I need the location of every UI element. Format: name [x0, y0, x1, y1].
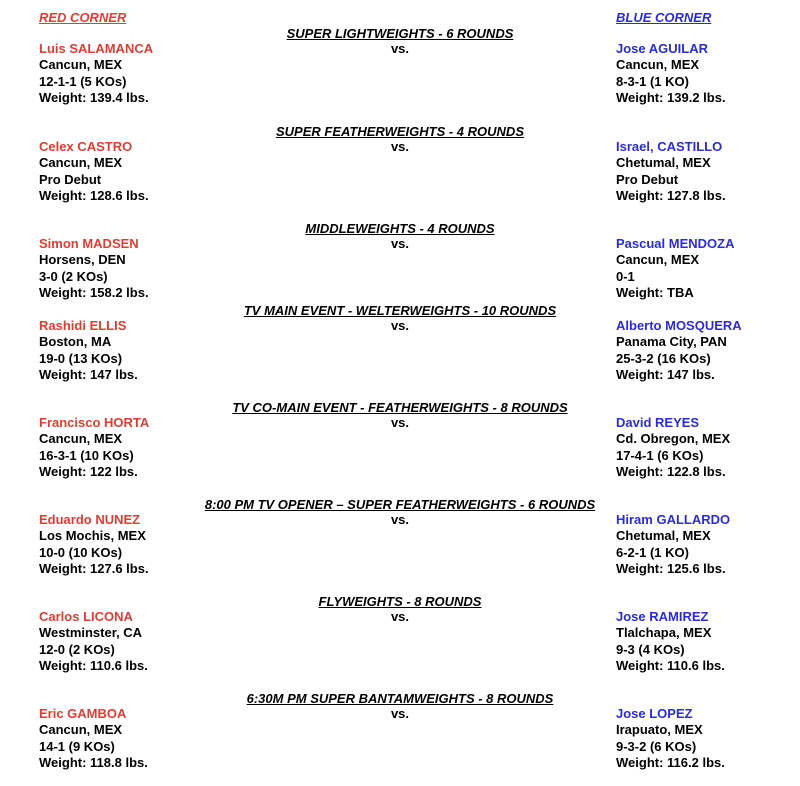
red-fighter	[39, 139, 219, 204]
fighter-hometown: Los Mochis, MEX	[39, 528, 146, 544]
red-fighter	[39, 706, 219, 771]
fighter-hometown: Cd. Obregon, MEX	[616, 431, 731, 447]
fighter-name: Jose LOPEZ	[616, 706, 693, 721]
bout-title: SUPER LIGHTWEIGHTS - 6 ROUNDS	[286, 26, 514, 41]
red-corner-heading: RED CORNER	[39, 10, 127, 25]
fighter-weight: Weight: 139.2 lbs.	[616, 89, 726, 105]
bout-title: TV MAIN EVENT - WELTERWEIGHTS - 10 ROUNDS	[243, 303, 557, 318]
fighter-name: Israel, CASTILLO	[616, 139, 723, 154]
bout-title: 8:00 PM TV OPENER – SUPER FEATHERWEIGHTS - 6 ROUNDS	[204, 497, 596, 512]
bout-title: 6:30M PM SUPER BANTAMWEIGHTS - 8 ROUNDS	[246, 691, 554, 706]
fighter-record: 14-1 (9 KOs)	[39, 738, 115, 754]
fighter-name: Alberto MOSQUERA	[616, 318, 742, 333]
blue-fighter	[616, 139, 796, 204]
blue-fighter	[616, 609, 796, 674]
fighter-hometown: Cancun, MEX	[39, 155, 123, 171]
fighter-weight: Weight: 110.6 lbs.	[616, 657, 725, 673]
bout-card	[0, 497, 800, 577]
fighter-weight: Weight: 128.6 lbs.	[39, 187, 149, 203]
bout-title: FLYWEIGHTS - 8 ROUNDS	[318, 594, 482, 609]
blue-fighter	[616, 512, 796, 577]
blue-corner-heading: BLUE CORNER	[616, 10, 712, 25]
blue-fighter	[616, 236, 796, 301]
fighter-hometown: Horsens, DEN	[39, 252, 126, 268]
fighter-name: Jose AGUILAR	[616, 41, 708, 56]
fighter-record: 3-0 (2 KOs)	[39, 268, 108, 284]
blue-fighter	[616, 41, 796, 106]
fighter-name: Eric GAMBOA	[39, 706, 127, 721]
bout-card	[0, 400, 800, 480]
vs-label: vs.	[390, 706, 410, 721]
red-fighter	[39, 236, 219, 301]
red-fighter	[39, 609, 219, 674]
bout-title: TV CO-MAIN EVENT - FEATHERWEIGHTS - 8 ROUNDS	[232, 400, 568, 415]
bout-card	[0, 26, 800, 106]
fighter-record: 17-4-1 (6 KOs)	[616, 447, 704, 463]
vs-label: vs.	[390, 512, 410, 527]
blue-fighter	[616, 318, 796, 383]
fighter-weight: Weight: 122 lbs.	[39, 463, 138, 479]
fighter-hometown: Panama City, PAN	[616, 334, 727, 350]
fighter-weight: Weight: 127.8 lbs.	[616, 187, 726, 203]
fighter-weight: Weight: 139.4 lbs.	[39, 89, 149, 105]
fighter-name: Celex CASTRO	[39, 139, 133, 154]
vs-label: vs.	[390, 41, 410, 56]
bout-title: SUPER FEATHERWEIGHTS - 4 ROUNDS	[276, 124, 524, 139]
fighter-name: Carlos LICONA	[39, 609, 133, 624]
fighter-weight: Weight: 110.6 lbs.	[39, 657, 148, 673]
fighter-name: Eduardo NUNEZ	[39, 512, 141, 527]
bout-card	[0, 303, 800, 383]
fighter-weight: Weight: 158.2 lbs.	[39, 284, 149, 300]
fighter-record: 8-3-1 (1 KO)	[616, 73, 689, 89]
fighter-name: Luis SALAMANCA	[39, 41, 154, 56]
fighter-name: Simon MADSEN	[39, 236, 139, 251]
fighter-hometown: Cancun, MEX	[616, 57, 700, 73]
vs-label: vs.	[390, 236, 410, 251]
fighter-hometown: Boston, MA	[39, 334, 112, 350]
vs-label: vs.	[390, 139, 410, 154]
bout-title: MIDDLEWEIGHTS - 4 ROUNDS	[305, 221, 495, 236]
fighter-hometown: Cancun, MEX	[39, 431, 123, 447]
fighter-record: 0-1	[616, 268, 635, 284]
vs-label: vs.	[390, 415, 410, 430]
bout-card	[0, 594, 800, 674]
blue-fighter	[616, 706, 796, 771]
fighter-name: Francisco HORTA	[39, 415, 150, 430]
vs-label: vs.	[390, 609, 410, 624]
blue-fighter	[616, 415, 796, 480]
fighter-record: 6-2-1 (1 KO)	[616, 544, 689, 560]
fighter-name: Rashidi ELLIS	[39, 318, 127, 333]
fighter-weight: Weight: 147 lbs.	[616, 366, 715, 382]
fighter-hometown: Westminster, CA	[39, 625, 143, 641]
bout-card	[0, 124, 800, 204]
red-fighter	[39, 512, 219, 577]
fighter-hometown: Tlalchapa, MEX	[616, 625, 712, 641]
fighter-weight: Weight: 125.6 lbs.	[616, 560, 726, 576]
vs-label: vs.	[390, 318, 410, 333]
fighter-record: 9-3 (4 KOs)	[616, 641, 685, 657]
fighter-record: 12-1-1 (5 KOs)	[39, 73, 127, 89]
fighter-weight: Weight: 147 lbs.	[39, 366, 138, 382]
fighter-record: 12-0 (2 KOs)	[39, 641, 115, 657]
fighter-weight: Weight: 127.6 lbs.	[39, 560, 149, 576]
fighter-hometown: Cancun, MEX	[39, 722, 123, 738]
fighter-weight: Weight: 122.8 lbs.	[616, 463, 726, 479]
fighter-hometown: Irapuato, MEX	[616, 722, 703, 738]
fighter-name: Jose RAMIREZ	[616, 609, 709, 624]
red-fighter	[39, 41, 219, 106]
fighter-record: 16-3-1 (10 KOs)	[39, 447, 134, 463]
bout-card	[0, 691, 800, 771]
fighter-hometown: Cancun, MEX	[39, 57, 123, 73]
fighter-record: 9-3-2 (6 KOs)	[616, 738, 697, 754]
red-fighter	[39, 318, 219, 383]
fighter-weight: Weight: 116.2 lbs.	[616, 754, 725, 770]
fighter-record: 19-0 (13 KOs)	[39, 350, 123, 366]
fighter-hometown: Chetumal, MEX	[616, 528, 711, 544]
fighter-record: 25-3-2 (16 KOs)	[616, 350, 711, 366]
red-fighter	[39, 415, 219, 480]
fighter-hometown: Cancun, MEX	[616, 252, 700, 268]
fighter-record: 10-0 (10 KOs)	[39, 544, 123, 560]
fighter-weight: Weight: TBA	[616, 284, 694, 300]
fighter-name: Pascual MENDOZA	[616, 236, 735, 251]
bout-card	[0, 221, 800, 301]
fighter-weight: Weight: 118.8 lbs.	[39, 754, 148, 770]
fighter-hometown: Chetumal, MEX	[616, 155, 711, 171]
fighter-record: Pro Debut	[616, 171, 679, 187]
fighter-name: Hiram GALLARDO	[616, 512, 731, 527]
fighter-name: David REYES	[616, 415, 700, 430]
fighter-record: Pro Debut	[39, 171, 102, 187]
